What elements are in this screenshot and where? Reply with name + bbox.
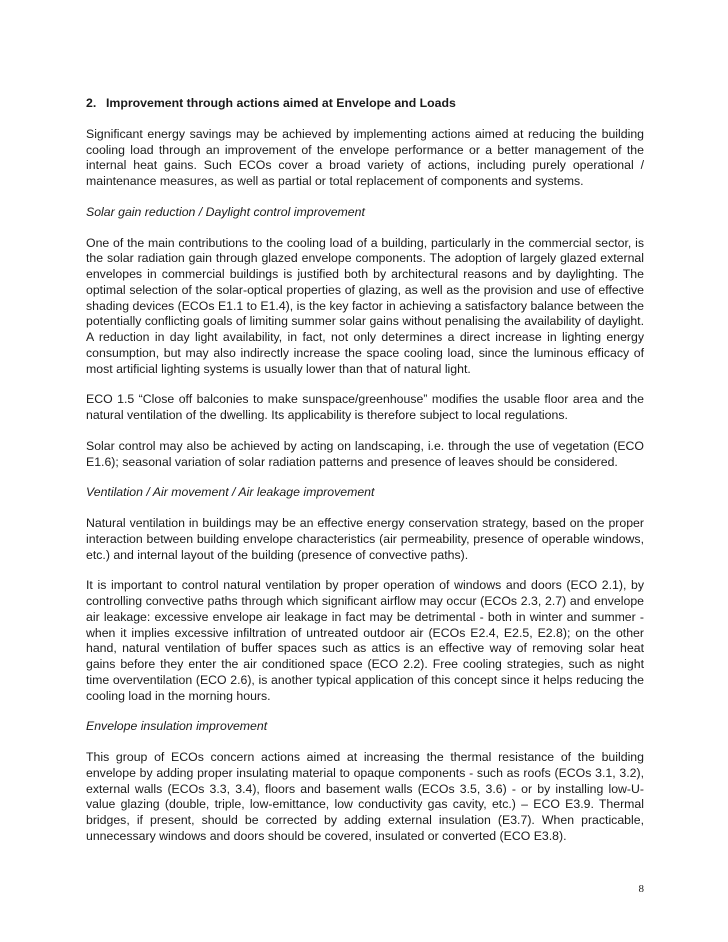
paragraph-solar-2: ECO 1.5 “Close off balconies to make sunspace/greenhouse” modifies the usable floor area and the natural ventilation of the dwelling. Its applicability is therefore subject to local regulations. — [86, 392, 644, 422]
intro-paragraph: Significant energy savings may be achieved by implementing actions aimed at reducing the building cooling load through an improvement of the envelope performance or a better management of the internal heat gains. Such ECOs cover a broad variety of actions, including purely operational / maintenance measures, as well as partial or total replacement of components and systems. — [86, 126, 644, 188]
paragraph-ventilation-1: Natural ventilation in buildings may be an effective energy conservation strategy, based on the proper interaction between building envelope characteristics (air permeability, presence of operable windows, etc.) and internal layout of the building (presence of convective paths). — [86, 516, 644, 562]
section-heading — [86, 96, 644, 112]
paragraph-insulation-1: This group of ECOs concern actions aimed at increasing the thermal resistance of the building envelope by adding proper insulating material to opaque components - such as roofs (ECOs 3.1, 3.2), external walls (ECOs 3.3, 3.4), floors and basement walls (ECOs 3.5, 3.6) - or by installing low-U-value glazing (double, triple, low-emittance, low conductivity gas cavity, etc.) – ECO E3.9. Thermal bridges, if present, should be corrected by adding external insulation (E3.7). When practicable, unnecessary windows and doors should be covered, insulated or converted (ECO E3.8). — [86, 750, 644, 843]
subheading-ventilation: Ventilation / Air movement / Air leakage improvement — [86, 485, 375, 500]
paragraph-solar-1: One of the main contributions to the cooling load of a building, particularly in the commercial sector, is the solar radiation gain through glazed envelope components. The adoption of largely glazed external envelopes in commercial buildings is justified both by architectural reasons and by daylighting. The optimal selection of the solar-optical properties of glazing, as well as the provision and use of effective shading devices (ECOs E1.1 to E1.4), is the key factor in achieving a satisfactory balance between the potentially conflicting goals of limiting summer solar gains without penalising the availability of daylight. A reduction in day light availability, in fact, not only determines a direct increase in lighting energy consumption, but may also indirectly increase the space cooling load, since the luminous efficacy of most artificial lighting systems is usually lower than that of natural light. — [86, 235, 644, 376]
subheading-solar: Solar gain reduction / Daylight control improvement — [86, 204, 365, 219]
subheading-insulation: Envelope insulation improvement — [86, 719, 268, 734]
paragraph-ventilation-2: It is important to control natural ventilation by proper operation of windows and doors (ECO 2.1), by controlling convective paths through which significant airflow may occur (ECOs 2.3, 2.7) and envelope air leakage: excessive envelope air leakage in fact may be detrimental - both in winter and summer - when it implies excessive infiltration of untreated outdoor air (ECOs E2.4, E2.5, E2.8); on the other hand, natural ventilation of buffer spaces such as attics is an effective way of removing solar heat gains before they enter the air conditioned space (ECO 2.2). Free cooling strategies, such as night time overventilation (ECO 2.6), is another typical application of this concept since it helps reducing the cooling load in the morning hours. — [86, 578, 644, 703]
section-number: 2. — [86, 96, 97, 110]
document-body — [86, 96, 644, 860]
paragraph-solar-3: Solar control may also be achieved by acting on landscaping, i.e. through the use of vegetation (ECO E1.6); seasonal variation of solar radiation patterns and presence of leaves should be considered. — [86, 438, 644, 469]
section-title: Improvement through actions aimed at Envelope and Loads — [106, 96, 456, 110]
page-number: 8 — [638, 883, 644, 895]
